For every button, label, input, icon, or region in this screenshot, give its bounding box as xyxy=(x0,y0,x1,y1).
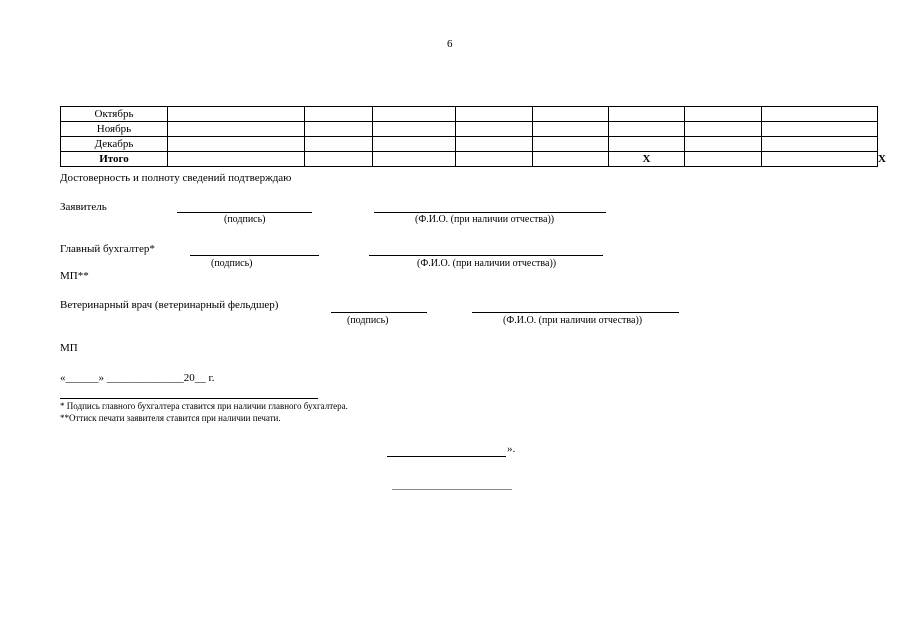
closing-line xyxy=(387,456,506,457)
chief-accountant-label: Главный бухгалтер* xyxy=(60,243,155,255)
chief-accountant-signature-caption: (подпись) xyxy=(211,258,253,269)
table-cell xyxy=(533,107,609,122)
table-cell xyxy=(373,122,456,137)
table-row xyxy=(61,107,878,122)
row-label: Итого xyxy=(61,152,168,167)
table-cell xyxy=(685,107,762,122)
closing-mark: ». xyxy=(507,443,516,455)
table-cell xyxy=(456,107,533,122)
footnote-separator xyxy=(60,398,318,399)
chief-accountant-signature-line xyxy=(190,255,319,256)
table-cell xyxy=(762,137,878,152)
table-cell xyxy=(685,137,762,152)
table-cell xyxy=(762,152,878,167)
table-cell xyxy=(456,137,533,152)
table-cell xyxy=(533,137,609,152)
chief-accountant-name-caption: (Ф.И.О. (при наличии отчества)) xyxy=(417,258,557,269)
table-cell xyxy=(168,137,305,152)
table-cell xyxy=(533,122,609,137)
date-line: «______» ______________20__ г. xyxy=(60,372,215,384)
applicant-name-caption: (Ф.И.О. (при наличии отчества)) xyxy=(415,214,555,225)
table-cell xyxy=(533,152,609,167)
table-cell xyxy=(609,137,685,152)
table-cell xyxy=(305,107,373,122)
table-cell xyxy=(762,107,878,122)
table-cell xyxy=(373,152,456,167)
applicant-label: Заявитель xyxy=(60,201,107,213)
footnote-2: **Оттиск печати заявителя ставится при наличии печати. xyxy=(60,413,281,423)
table-cell xyxy=(168,107,305,122)
table-cell xyxy=(305,137,373,152)
bottom-rule xyxy=(392,489,512,490)
table-cell xyxy=(685,122,762,137)
vet-name-line xyxy=(472,312,679,313)
vet-label: Ветеринарный врач (ветеринарный фельдшер) xyxy=(60,299,279,311)
vet-signature-line xyxy=(331,312,427,313)
table-cell xyxy=(305,152,373,167)
applicant-signature-caption: (подпись) xyxy=(224,214,266,225)
table-cell xyxy=(609,122,685,137)
vet-signature-caption: (подпись) xyxy=(347,315,389,326)
applicant-name-line xyxy=(374,212,606,213)
vet-name-caption: (Ф.И.О. (при наличии отчества)) xyxy=(503,315,643,326)
table-body xyxy=(61,107,886,167)
table-cell xyxy=(305,122,373,137)
table-cell xyxy=(685,152,762,167)
page-number: 6 xyxy=(447,38,453,50)
stamp-mark-applicant: МП** xyxy=(60,270,89,282)
table-cell xyxy=(609,107,685,122)
row-label: Декабрь xyxy=(61,137,168,152)
table-cell xyxy=(168,122,305,137)
confirm-text: Достоверность и полноту сведений подтверждаю xyxy=(60,172,292,184)
stamp-mark-vet: МП xyxy=(60,342,78,354)
table-cell xyxy=(168,152,305,167)
table-row xyxy=(61,137,878,152)
footnote-1: * Подпись главного бухгалтера ставится при наличии главного бухгалтера. xyxy=(60,401,348,411)
table-cell xyxy=(762,122,878,137)
row-label: Ноябрь xyxy=(61,122,168,137)
row-label: Октябрь xyxy=(61,107,168,122)
table-cell: X xyxy=(609,152,685,167)
monthly-table xyxy=(60,106,886,167)
chief-accountant-name-line xyxy=(369,255,603,256)
table-cell xyxy=(456,152,533,167)
table-row: Итого X X xyxy=(61,152,878,167)
applicant-signature-line xyxy=(177,212,312,213)
table-cell xyxy=(373,107,456,122)
table-cell xyxy=(373,137,456,152)
table-cell xyxy=(456,122,533,137)
table-row xyxy=(61,122,878,137)
